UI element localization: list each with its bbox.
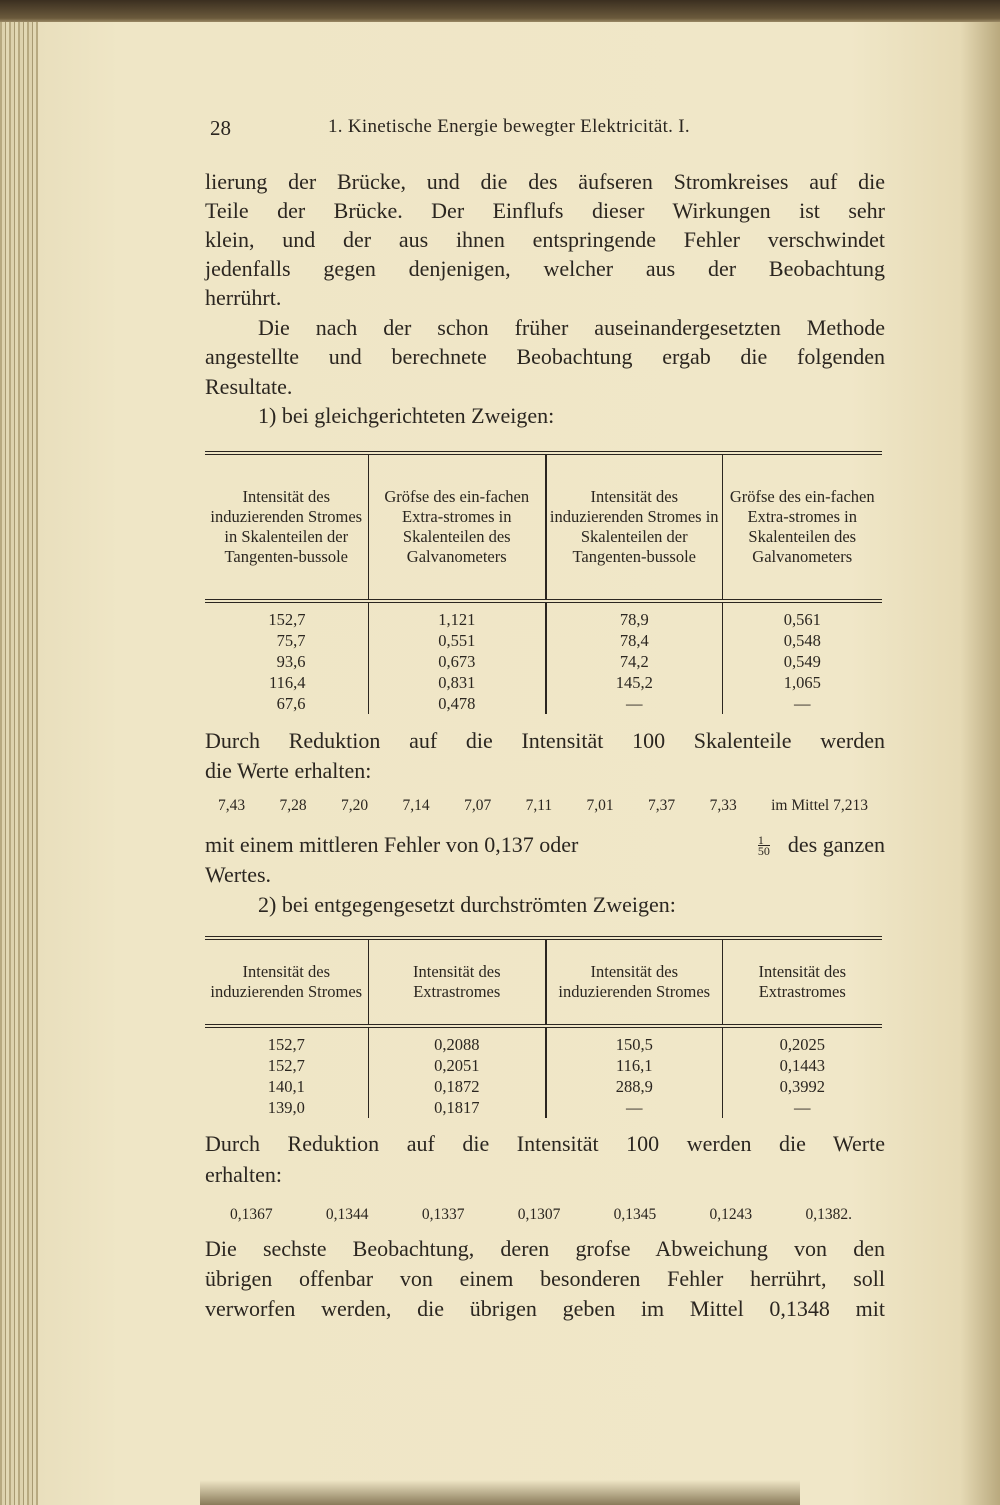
- text-line: herrührt.: [205, 285, 282, 310]
- fraction: [757, 832, 770, 858]
- table-row: 67,6 0,478 — —: [205, 693, 882, 714]
- table-row: 75,7 0,551 78,4 0,548: [205, 630, 882, 651]
- fraction-denominator: 50: [757, 843, 770, 858]
- fraction-numerator: 1: [758, 835, 770, 846]
- value: 7,20: [341, 797, 369, 814]
- value: 7,33: [709, 797, 737, 814]
- page-number: 28: [210, 116, 231, 140]
- results-table-2: [205, 936, 882, 1118]
- column-header: Intensität des induzierenden Stromes in Skalenteilen der Tangenten-bussole: [205, 453, 368, 601]
- table-row: 139,0 0,1817 — —: [205, 1097, 882, 1118]
- value: 7,43: [218, 797, 246, 814]
- book-binding: [0, 22, 38, 1505]
- table-row: 152,7 1,121 78,9 0,561: [205, 609, 882, 630]
- text-line: Durch Reduktion auf die Intensität 100 Skalenteile werden: [205, 728, 885, 753]
- column-header: Gröfse des ein-fachen Extra-stromes in Skalenteilen des Galvanometers: [368, 453, 546, 601]
- value: 7,14: [402, 797, 430, 814]
- value: 0,1382.: [805, 1206, 852, 1223]
- table-row: 140,1 0,1872 288,9 0,3992: [205, 1076, 882, 1097]
- text-line: Teile der Brücke. Der Einflufs dieser Wirkungen ist sehr: [205, 198, 885, 223]
- text-line: Die nach der schon früher auseinandergesetzten Methode: [258, 315, 885, 340]
- text-line: verworfen werden, die übrigen geben im Mittel 0,1348 mit: [205, 1296, 885, 1321]
- text-span: mit einem mittleren Fehler von 0,137 oder: [205, 832, 579, 857]
- text-line: jedenfalls gegen denjenigen, welcher aus der Beobachtung: [205, 256, 885, 281]
- text-line: Wertes.: [205, 862, 272, 887]
- case-heading: 1) bei gleichgerichteten Zweigen:: [258, 403, 555, 428]
- column-header: Intensität des induzierenden Stromes: [205, 938, 368, 1026]
- column-header: Intensität des induzierenden Stromes: [546, 938, 722, 1026]
- value: 0,1345: [613, 1206, 657, 1223]
- column-header: Intensität des induzierenden Stromes in Skalenteilen der Tangenten-bussole: [546, 453, 722, 601]
- text-line: lierung der Brücke, und die des äufseren Stromkreises auf die: [205, 169, 885, 194]
- value: 0,1337: [421, 1206, 465, 1223]
- text-line: erhalten:: [205, 1162, 282, 1187]
- value: 7,28: [279, 797, 307, 814]
- text-line: Durch Reduktion auf die Intensität 100 werden die Werte: [205, 1131, 885, 1156]
- results-table-1: [205, 451, 882, 714]
- book-bottom-edge: [200, 1480, 800, 1505]
- text-line: klein, und der aus ihnen entspringende Fehler verschwindet: [205, 227, 885, 252]
- reduced-values-2: [230, 1206, 852, 1224]
- value: 7,11: [525, 797, 553, 814]
- value: 0,1307: [517, 1206, 561, 1223]
- table-row: 152,7 0,2088 150,5 0,2025: [205, 1034, 882, 1055]
- text-span: des ganzen: [787, 832, 885, 857]
- value: 7,01: [586, 797, 614, 814]
- value: 0,1344: [325, 1206, 369, 1223]
- value: 7,37: [648, 797, 676, 814]
- reduced-values-1: [218, 797, 868, 815]
- text-line: [205, 832, 885, 858]
- table-row: 93,6 0,673 74,2 0,549: [205, 651, 882, 672]
- column-header: Intensität des Extrastromes: [722, 938, 882, 1026]
- mean-value: im Mittel 7,213: [771, 797, 868, 814]
- text-line: Die sechste Beobachtung, deren grofse Abweichung von den: [205, 1236, 885, 1261]
- running-title: 1. Kinetische Energie bewegter Elektricität. I.: [328, 116, 690, 137]
- text-line: übrigen offenbar von einem besonderen Fehler herrührt, soll: [205, 1266, 885, 1291]
- column-header: Gröfse des ein-fachen Extra-stromes in Skalenteilen des Galvanometers: [722, 453, 882, 601]
- column-header: Intensität des Extrastromes: [368, 938, 546, 1026]
- value: 7,07: [464, 797, 492, 814]
- text-line: Resultate.: [205, 374, 293, 399]
- case-heading: 2) bei entgegengesetzt durchströmten Zweigen:: [258, 892, 676, 917]
- table-row: 152,7 0,2051 116,1 0,1443: [205, 1055, 882, 1076]
- table-row: 116,4 0,831 145,2 1,065: [205, 672, 882, 693]
- text-line: die Werte erhalten:: [205, 758, 372, 783]
- text-line: angestellte und berechnete Beobachtung ergab die folgenden: [205, 344, 885, 369]
- value: 0,1367: [230, 1206, 273, 1223]
- value: 0,1243: [709, 1206, 753, 1223]
